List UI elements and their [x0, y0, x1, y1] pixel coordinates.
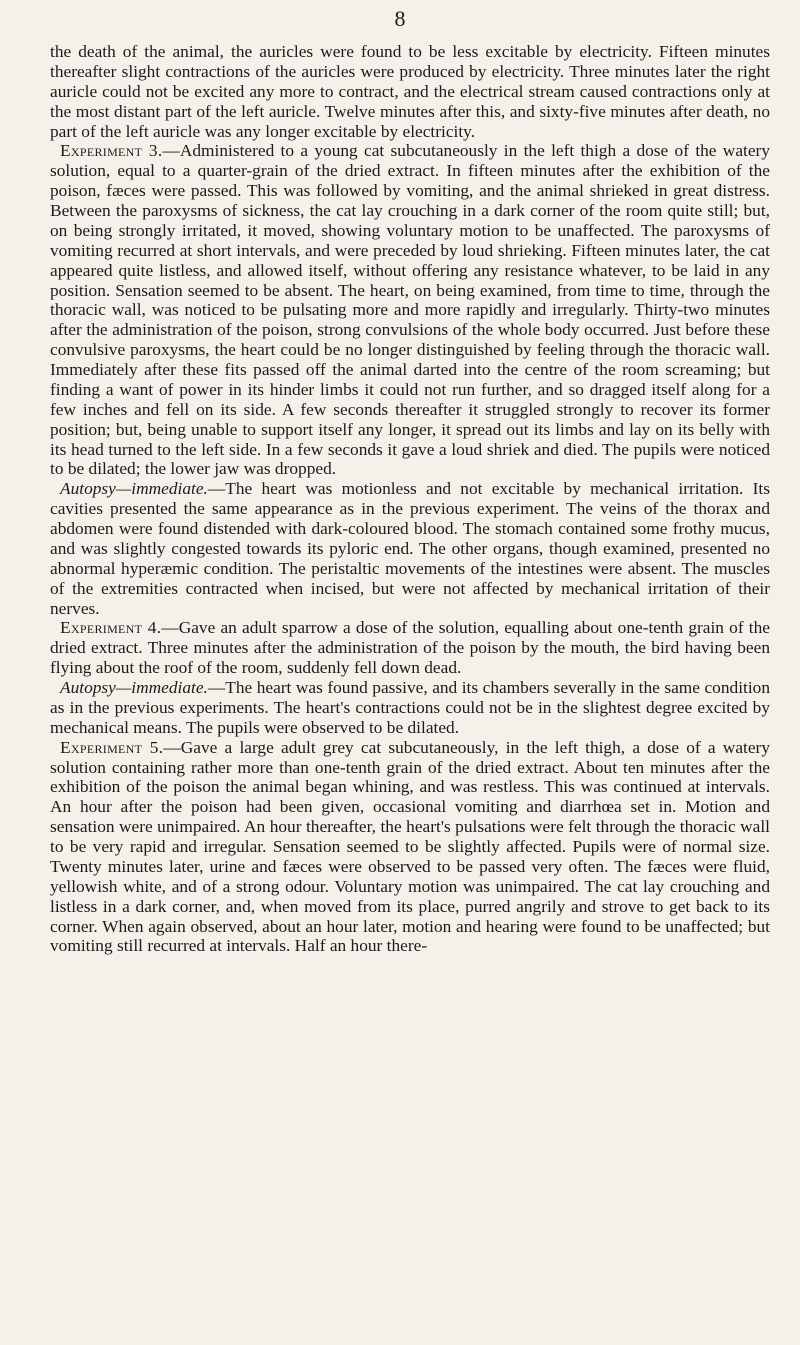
autopsy-heading: Autopsy—immediate.	[60, 678, 208, 697]
paragraph-continuation	[50, 42, 770, 141]
paragraph-experiment-3	[50, 141, 770, 479]
paragraph-text: the death of the animal, the auricles were found to be less excitable by electricity. Fifteen minutes thereafter slight contractions of the auricles were produced by electricity. Three minutes later the right auricle could not be excited any more to contract, and the electrical stream caused contractions only at the most distant part of the left auricle. Twelve minutes after this, and sixty-five minutes after death, no part of the left auricle was any longer excitable by electricity.	[50, 42, 770, 141]
paragraph-experiment-4	[50, 618, 770, 678]
paragraph-experiment-5	[50, 738, 770, 957]
autopsy-heading: Autopsy—immediate.	[60, 479, 208, 499]
paragraph-autopsy-3	[50, 479, 770, 618]
paragraph-text: —Administered to a young cat subcutaneously in the left thigh a dose of the watery solution, equal to a quarter-grain of the dried extract. In fifteen minutes after the exhibition of the poison, fæces were passed. This was followed by vomiting, and the animal shrieked in great distress. Between the paroxysms of sickness, the cat lay crouching in a dark corner of the room quite still; but, on being strongly irritated, it moved, showing voluntary motion to be unaffected. The paroxysms of vomiting recurred at short intervals, and were preceded by loud shrieking. Fifteen minutes later, the cat appeared quite listless, and allowed itself, without offering any resistance whatever, to be laid in any position. Sensation seemed to be absent. The heart, on being examined, from time to time, through the thoracic wall, was noticed to be pulsating more and more rapidly and irregularly. Thirty-two minutes after the administration of the poison, strong convulsions of the whole body occurred. Just before these convulsive paroxysms, the heart could be no longer distinguished by feeling through the thoracic wall. Immediately after these fits passed off the animal darted into the centre of the room screaming; but finding a want of power in its hinder limbs it could not run further, and so dragged itself along for a few inches and fell on its side. A few seconds thereafter it struggled strongly to recover its former position; but, being unable to support itself any longer, it spread out its limbs and lay on its belly with its head turned to the left side. In a few seconds it gave a loud shriek and died. The pupils were noticed to be dilated; the lower jaw was dropped.	[50, 141, 770, 479]
experiment-heading: Experiment 3.	[60, 141, 163, 161]
paragraph-text: —Gave a large adult grey cat subcutaneously, in the left thigh, a dose of a watery solution containing rather more than one-tenth grain of the dried extract. About ten minutes after the exhibition of the poison the animal began whining, and was restless. This was continued at intervals. An hour after the poison had been given, occasional vomiting and diarrhœa set in. Motion and sensation were unimpaired. An hour thereafter, the heart's pulsations were felt through the thoracic wall to be very rapid and irregular. Sensation seemed to be slightly affected. Pupils were of normal size. Twenty minutes later, urine and fæces were observed to be passed very often. The fæces were fluid, yellowish white, and of a strong odour. Voluntary motion was unimpaired. The cat lay crouching and listless in a dark corner, and, when moved from its place, purred angrily and strove to get back to its corner. When again observed, about an hour later, motion and hearing were found to be unaffected; but vomiting still recurred at intervals. Half an hour there-	[50, 737, 770, 956]
experiment-heading: Experiment 5.	[60, 737, 164, 757]
page-number: 8	[394, 6, 406, 31]
paragraph-text: —The heart was motionless and not excitable by mechanical irritation. Its cavities presented the same appearance as in the previous experiment. The veins of the thorax and abdomen were found distended with dark-coloured blood. The stomach contained some frothy mucus, and was slightly congested towards its pyloric end. The other organs, though examined, presented no abnormal hyperæmic condition. The peristaltic movements of the intestines were absent. The muscles of the extremities contracted when incised, but were not affected by mechanical irritation of their nerves.	[50, 479, 770, 618]
paragraph-text: —Gave an adult sparrow a dose of the solution, equalling about one-tenth grain of the dried extract. Three minutes after the administration of the poison by the mouth, the bird having been flying about the roof of the room, suddenly fell down dead.	[50, 618, 770, 678]
paragraph-autopsy-4	[50, 678, 770, 738]
paragraph-text: —The heart was found passive, and its chambers severally in the same condition as in the previous experiments. The heart's contractions could not be in the slightest degree excited by mechanical means. The pupils were observed to be dilated.	[50, 678, 770, 737]
body-text	[50, 42, 770, 956]
experiment-heading: Experiment 4.	[60, 618, 162, 638]
